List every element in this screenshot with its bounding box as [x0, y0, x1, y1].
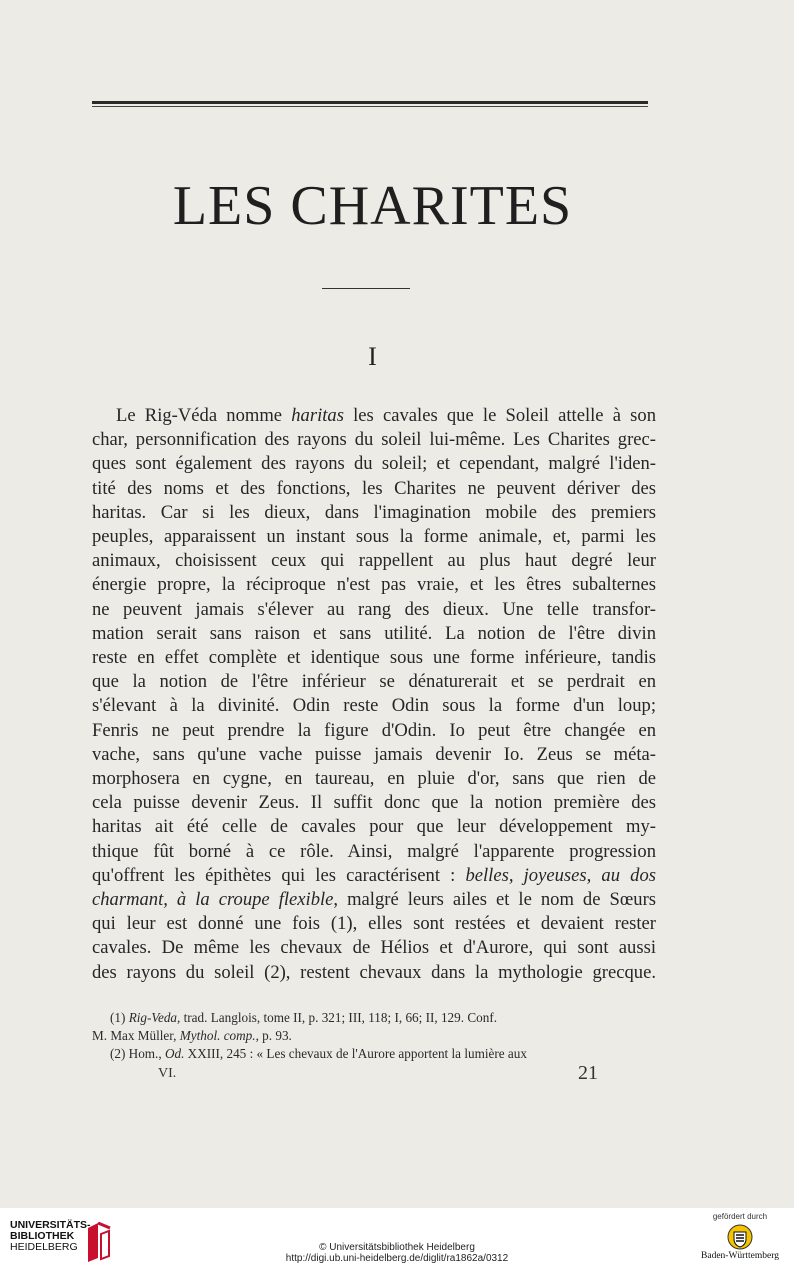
page-number: 21 — [578, 1062, 598, 1084]
footer-credit: © Universitätsbibliothek Heidelberg http://digi.ub.uni-heidelberg.de/diglit/ra1862a/0312 — [0, 1242, 794, 1264]
text-line: mation serait sans raison et sans utilité. La notion de l'être divin — [92, 622, 656, 644]
footnote-1-cont: M. Max Müller, Mythol. comp., p. 93. — [92, 1028, 292, 1043]
text-line: qui leur est donné une fois (1), elles sont restées et devaient rester — [92, 913, 656, 935]
text-line: s'élevant à la divinité. Odin reste Odin sous la forme d'un loup; — [92, 695, 656, 717]
text-line: vache, sans qu'une vache puisse jamais devenir Io. Zeus se méta- — [92, 743, 656, 765]
text-line: ne peuvent jamais s'élever au rang des dieux. Une telle transfor- — [92, 598, 656, 620]
section-numeral: I — [368, 342, 377, 371]
text-line: Fenris ne peut prendre la figure d'Odin. Io peut être changée en — [92, 719, 656, 741]
body-paragraph — [92, 404, 656, 985]
text-line: Le Rig-Véda nomme haritas les cavales que le Soleil attelle à son — [116, 405, 656, 426]
funder-block: gefördert durch Baden-Württemberg — [701, 1212, 779, 1261]
text-line: ques sont également des rayons du soleil; et cependant, malgré l'iden- — [92, 453, 656, 475]
coat-of-arms-icon — [727, 1224, 753, 1250]
text-line: tité des noms et des fonctions, les Charites ne peuvent dériver des — [92, 477, 656, 499]
source-url[interactable]: http://digi.ub.uni-heidelberg.de/diglit/ra1862a/0312 — [285, 1253, 509, 1264]
text-line: peuples, apparaissent un instant sous la forme animale, et, parmi les — [92, 526, 656, 548]
text-line: thique fût borné à ce rôle. Ainsi, malgré l'apparente progression — [92, 840, 656, 862]
text-line: morphosera en cygne, en taureau, en pluie d'or, sans que rien de — [92, 768, 656, 790]
text-line: cela puisse devenir Zeus. Il suffit donc que la notion première des — [92, 792, 656, 814]
title-rule — [322, 288, 410, 289]
text-line: énergie propre, la réciproque n'est pas vraie, et les êtres subalternes — [92, 574, 656, 596]
signature-mark: VI. — [158, 1066, 177, 1081]
text-line: que la notion de l'être inférieur se dénaturerait et se perdrait en — [92, 671, 656, 693]
footer-bar — [0, 1208, 794, 1266]
text-line: haritas ait été celle de cavales pour que leur développement my- — [92, 816, 656, 838]
library-name: UNIVERSITÄTS- BIBLIOTHEK HEIDELBERG — [10, 1219, 91, 1253]
text-line: reste en effet complète et identique sous une forme inférieure, tandis — [92, 647, 656, 669]
text-line: char, personnification des rayons du soleil lui-même. Les Charites grec- — [92, 429, 656, 451]
text-line: qu'offrent les épithètes qui les caractérisent : belles, joyeuses, au dos — [92, 864, 656, 886]
footnotes — [92, 1009, 656, 1063]
footnote-2: (2) Hom., Od. XXIII, 245 : « Les chevaux de l'Aurore apportent la lumière aux — [110, 1046, 527, 1061]
text-line: haritas. Car si les dieux, dans l'imagination mobile des premiers — [92, 501, 656, 523]
footnote-1: (1) Rig-Veda, trad. Langlois, tome II, p. 321; III, 118; I, 66; II, 129. Conf. — [110, 1010, 498, 1025]
top-rule — [92, 101, 648, 104]
text-line: cavales. De même les chevaux de Hélios et d'Aurore, qui sont aussi — [92, 937, 656, 959]
top-rule-thin — [92, 106, 648, 107]
article-title: LES CHARITES — [172, 175, 573, 237]
text-line: charmant, à la croupe flexible, malgré leurs ailes et le nom de Sœurs — [92, 889, 656, 911]
text-line: des rayons du soleil (2), restent chevaux dans la mythologie grecque. — [92, 961, 656, 983]
text-line: animaux, choisissent ceux qui rappellent au plus haut degré leur — [92, 550, 656, 572]
